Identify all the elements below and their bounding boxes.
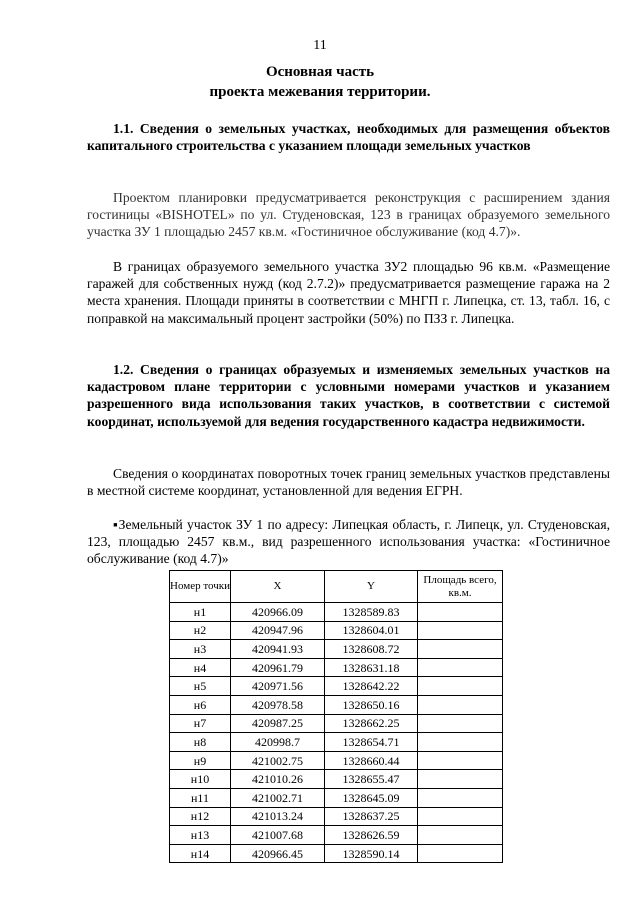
header-point-number: Номер точки: [170, 571, 231, 603]
cell-x: 421010.26: [231, 770, 325, 789]
cell-x: 420978.58: [231, 695, 325, 714]
cell-area: [418, 807, 503, 826]
header-x: X: [231, 571, 325, 603]
title-line-2: проекта межевания территории.: [209, 84, 431, 100]
table-row: [170, 603, 503, 622]
cell-y: 1328589.83: [325, 603, 418, 622]
cell-point: н11: [170, 788, 231, 807]
cell-x: 421002.75: [231, 751, 325, 770]
cell-x: 420966.09: [231, 603, 325, 622]
cell-y: 1328645.09: [325, 788, 418, 807]
section-1-2-heading: 1.2. Сведения о границах образуемых и изменяемых земельных участков на кадастровом плане территории с условными номерами участков и указанием разрешенного вида использования таких участков, в соответствии с системой координат, используемой для ведения государственного кадастра недвижимости.: [87, 362, 610, 429]
section-1-1-heading: 1.1. Сведения о земельных участках, необходимых для размещения объектов капитального строительства с указанием площади земельных участков: [87, 121, 610, 154]
cell-point: н8: [170, 733, 231, 752]
cell-area: [418, 770, 503, 789]
cell-y: 1328662.25: [325, 714, 418, 733]
cell-y: 1328604.01: [325, 621, 418, 640]
title-line-1: Основная часть: [265, 64, 375, 80]
cell-y: 1328608.72: [325, 640, 418, 659]
table-body: [170, 603, 503, 863]
cell-point: н6: [170, 695, 231, 714]
cell-point: н7: [170, 714, 231, 733]
cell-x: 420971.56: [231, 677, 325, 696]
table-row: [170, 640, 503, 659]
cell-area: [418, 621, 503, 640]
cell-point: н12: [170, 807, 231, 826]
cell-point: н13: [170, 826, 231, 845]
cell-x: 420961.79: [231, 658, 325, 677]
cell-x: 420998.7: [231, 733, 325, 752]
section-1-2-paragraph-1: Сведения о координатах поворотных точек границ земельных участков представлены в местной системе координат, установленной для ведения ЕГРН.: [87, 466, 610, 499]
cell-area: [418, 640, 503, 659]
header-y: Y: [325, 571, 418, 603]
table-row: [170, 844, 503, 863]
table-row: [170, 677, 503, 696]
table-row: [170, 714, 503, 733]
cell-y: 1328631.18: [325, 658, 418, 677]
cell-x: 421007.68: [231, 826, 325, 845]
cell-area: [418, 658, 503, 677]
table-row: [170, 826, 503, 845]
cell-x: 420987.25: [231, 714, 325, 733]
cell-y: 1328626.59: [325, 826, 418, 845]
table-row: [170, 788, 503, 807]
cell-point: н5: [170, 677, 231, 696]
cell-y: 1328654.71: [325, 733, 418, 752]
cell-point: н4: [170, 658, 231, 677]
table-row: [170, 621, 503, 640]
table-header-row: [170, 571, 503, 603]
cell-point: н1: [170, 603, 231, 622]
cell-point: н3: [170, 640, 231, 659]
table-row: [170, 807, 503, 826]
page-number: 11: [313, 38, 327, 53]
table-row: [170, 751, 503, 770]
cell-y: 1328650.16: [325, 695, 418, 714]
table-row: [170, 658, 503, 677]
table-row: [170, 695, 503, 714]
table-row: [170, 733, 503, 752]
cell-area: [418, 677, 503, 696]
cell-y: 1328590.14: [325, 844, 418, 863]
cell-y: 1328642.22: [325, 677, 418, 696]
section-1-1-paragraph-1: Проектом планировки предусматривается реконструкция с расширением здания гостиницы «BISHOTEL» по ул. Студеновская, 123 в границах образуемого земельного участка ЗУ 1 площадью 2457 кв.м. «Гостиничное обслуживание (код 4.7)».: [87, 190, 610, 240]
cell-area: [418, 826, 503, 845]
cell-area: [418, 751, 503, 770]
cell-area: [418, 733, 503, 752]
cell-area: [418, 695, 503, 714]
cell-y: 1328660.44: [325, 751, 418, 770]
cell-point: н10: [170, 770, 231, 789]
cell-x: 421002.71: [231, 788, 325, 807]
table-row: [170, 770, 503, 789]
page-title: [0, 62, 640, 102]
cell-point: н9: [170, 751, 231, 770]
cell-y: 1328637.25: [325, 807, 418, 826]
cell-x: 420966.45: [231, 844, 325, 863]
cell-x: 420941.93: [231, 640, 325, 659]
cell-area: [418, 714, 503, 733]
section-1-2-paragraph-2: ▪Земельный участок ЗУ 1 по адресу: Липецкая область, г. Липецк, ул. Студеновская, 123, площадью 2457 кв.м., вид разрешенного использования участка: «Гостиничное обслуживание (код 4.7)»: [87, 517, 610, 567]
cell-area: [418, 603, 503, 622]
cell-x: 421013.24: [231, 807, 325, 826]
coordinates-table: [169, 570, 503, 863]
cell-x: 420947.96: [231, 621, 325, 640]
cell-point: н14: [170, 844, 231, 863]
cell-area: [418, 788, 503, 807]
cell-point: н2: [170, 621, 231, 640]
cell-area: [418, 844, 503, 863]
header-area: Площадь всего, кв.м.: [418, 571, 503, 603]
section-1-1-paragraph-2: В границах образуемого земельного участка ЗУ2 площадью 96 кв.м. «Размещение гаражей для собственных нужд (код 2.7.2)» предусматривается размещение гаража на 2 места хранения. Площади приняты в соответствии с МНГП г. Липецка, ст. 13, табл. 16, с поправкой на максимальный процент застройки (50%) по ПЗЗ г. Липецка.: [87, 259, 610, 326]
cell-y: 1328655.47: [325, 770, 418, 789]
